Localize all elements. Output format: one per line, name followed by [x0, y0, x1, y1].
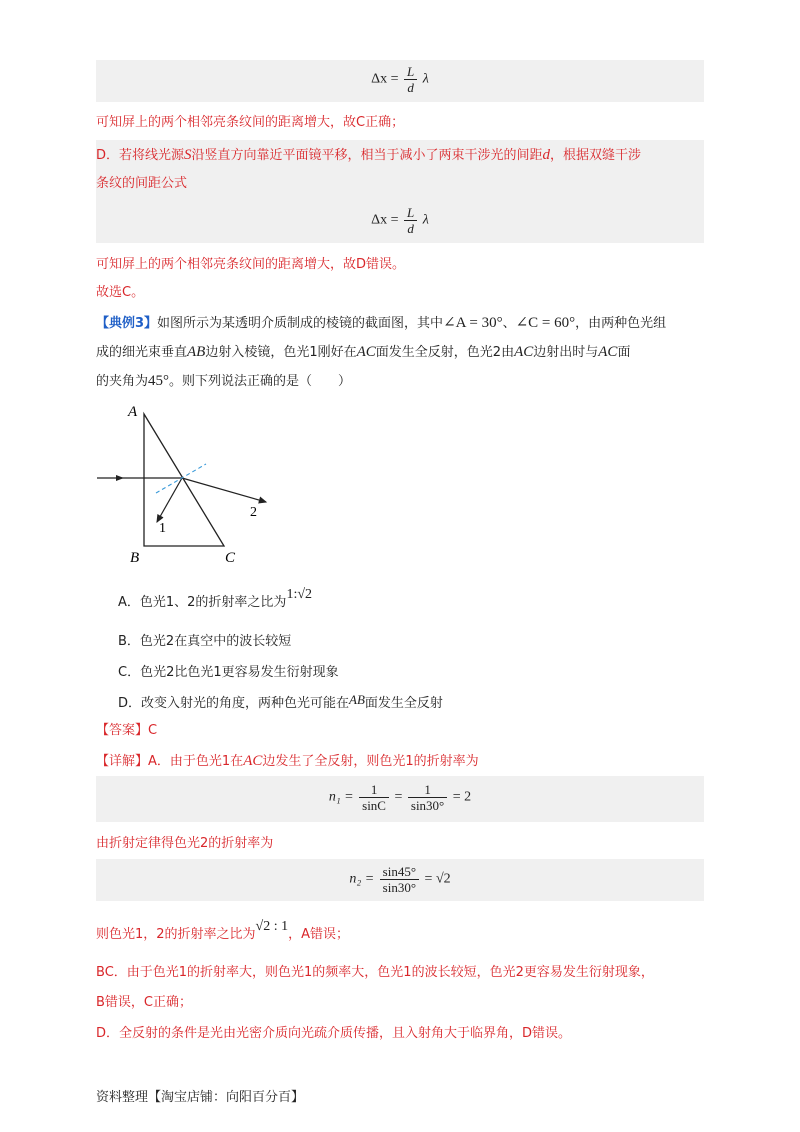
text-segment: 的夹角为 — [96, 374, 149, 389]
equals-sign: = — [394, 789, 403, 805]
option-text: 面发生全反射 — [364, 696, 443, 711]
label-ray-2: 2 — [250, 505, 257, 520]
text-segment: 成的细光束垂直 — [96, 345, 188, 360]
formula-lambda: λ — [422, 212, 429, 228]
text-segment: 则色光1，2的折射率之比为 — [96, 927, 256, 942]
text-segment: D．若将线光源 — [96, 148, 185, 163]
text-line: 由折射定律得色光2的折射率为 — [96, 836, 274, 851]
fraction — [380, 864, 419, 895]
symbol-AC: AC — [598, 344, 618, 360]
ratio-value: √2 : 1 — [255, 919, 289, 934]
formula-lhs: Δx = — [371, 71, 399, 87]
formula-3 — [96, 782, 704, 813]
text-segment: ，由两种色光组 — [575, 316, 667, 331]
prism-diagram — [90, 398, 280, 573]
text-line: 条纹的间距公式 — [96, 176, 188, 191]
fraction — [408, 782, 447, 813]
example-tag: 【典例3】 — [96, 316, 158, 331]
text-segment: ，根据双缝干涉 — [550, 148, 642, 163]
symbol-AB: AB — [349, 692, 365, 707]
fraction-denominator: d — [407, 221, 414, 236]
detail-tag: 【详解】 — [96, 754, 149, 769]
text-line: 可知屏上的两个相邻亮条纹间的距离增大，故C正确； — [96, 115, 405, 130]
text-segment: 如图所示为某透明介质制成的棱镜的截面图，其中 — [157, 316, 444, 331]
text-segment: 面发生全反射，色光2由 — [375, 345, 515, 360]
fraction-numerator: 1 — [408, 782, 447, 798]
example-line-2 — [96, 342, 630, 363]
fraction-denominator: sin30° — [410, 798, 445, 813]
detail-line — [96, 751, 479, 772]
option-c: C．色光2比色光1更容易发生衍射现象 — [118, 665, 339, 680]
example-line-3 — [96, 371, 351, 392]
formula-lhs: n₂ = — [349, 871, 375, 887]
answer-line: 【答案】C — [96, 723, 158, 738]
formula-2 — [0, 205, 800, 236]
option-text: A．色光1、2的折射率之比为 — [118, 595, 287, 610]
formula-box-3 — [96, 776, 704, 822]
example-line-1 — [96, 313, 666, 334]
fraction — [404, 205, 417, 236]
text-line: 故选C。 — [96, 285, 145, 300]
fraction — [359, 782, 389, 813]
text-line — [96, 919, 350, 945]
footer: 资料整理【淘宝店铺：向阳百分百】 — [96, 1090, 305, 1105]
symbol-AB: AB — [187, 344, 206, 360]
incident-arrow-icon — [116, 475, 124, 481]
text-segment: 。则下列说法正确的是（ ） — [169, 374, 352, 389]
symbol-AC: AC — [356, 344, 376, 360]
symbol-AC: AC — [243, 753, 263, 769]
formula-lhs: Δx = — [371, 212, 399, 228]
label-C: C — [225, 550, 236, 566]
symbol-AC: AC — [514, 344, 534, 360]
fraction-numerator: L — [404, 205, 417, 221]
text-line: B错误，C正确； — [96, 995, 192, 1010]
text-line: 可知屏上的两个相邻亮条纹间的距离增大，故D错误。 — [96, 257, 406, 272]
option-d — [118, 693, 443, 714]
text-segment: 沿竖直方向靠近平面镜平移，相当于减小了两束干涉光的间距 — [191, 148, 543, 163]
fraction-denominator: sin30° — [382, 880, 417, 895]
label-ray-1: 1 — [159, 521, 166, 536]
formula-result: = √2 — [424, 871, 451, 887]
text-segment: 边射入棱镜，色光1刚好在 — [205, 345, 357, 360]
text-segment: 、 — [502, 316, 516, 331]
angle-45: 45° — [148, 373, 170, 389]
fraction-numerator: sin45° — [380, 864, 419, 880]
label-A: A — [128, 404, 138, 420]
text-line: BC．由于色光1的折射率大，则色光1的频率大，色光1的波长较短，色光2更容易发生衍射现象， — [96, 965, 654, 980]
text-segment: 边射出时与 — [533, 345, 599, 360]
text-segment: ，A错误； — [288, 927, 350, 942]
angle-C: ∠C = 60° — [515, 315, 576, 331]
formula-result: = 2 — [452, 789, 472, 805]
symbol-d: d — [542, 147, 551, 163]
formula-lhs: n₁ = — [328, 789, 354, 805]
option-text: D．改变入射光的角度，两种色光可能在 — [118, 696, 350, 711]
fraction-numerator: 1 — [359, 782, 389, 798]
symbol-S: S — [184, 147, 192, 163]
label-B: B — [130, 550, 140, 566]
formula-1 — [96, 64, 704, 95]
formula-4 — [96, 864, 704, 895]
text-line-d — [96, 145, 641, 166]
text-segment: 面 — [617, 345, 631, 360]
prism-triangle — [144, 414, 224, 546]
angle-A: ∠A = 30° — [443, 315, 503, 331]
text-line: D．全反射的条件是光由光密介质向光疏介质传播，且入射角大于临界角，D错误。 — [96, 1026, 572, 1041]
option-b: B．色光2在真空中的波长较短 — [118, 634, 292, 649]
fraction-denominator: d — [407, 80, 414, 95]
fraction-denominator: sinC — [362, 798, 386, 813]
text-segment: A．由于色光1在 — [148, 754, 244, 769]
formula-box-1 — [96, 60, 704, 102]
formula-box-4 — [96, 859, 704, 901]
option-a — [118, 587, 313, 613]
formula-lambda: λ — [422, 71, 429, 87]
fraction — [404, 64, 417, 95]
option-ratio: 1:√2 — [286, 587, 313, 602]
fraction-numerator: L — [404, 64, 417, 80]
text-segment: 边发生了全反射，则色光1的折射率为 — [262, 754, 479, 769]
